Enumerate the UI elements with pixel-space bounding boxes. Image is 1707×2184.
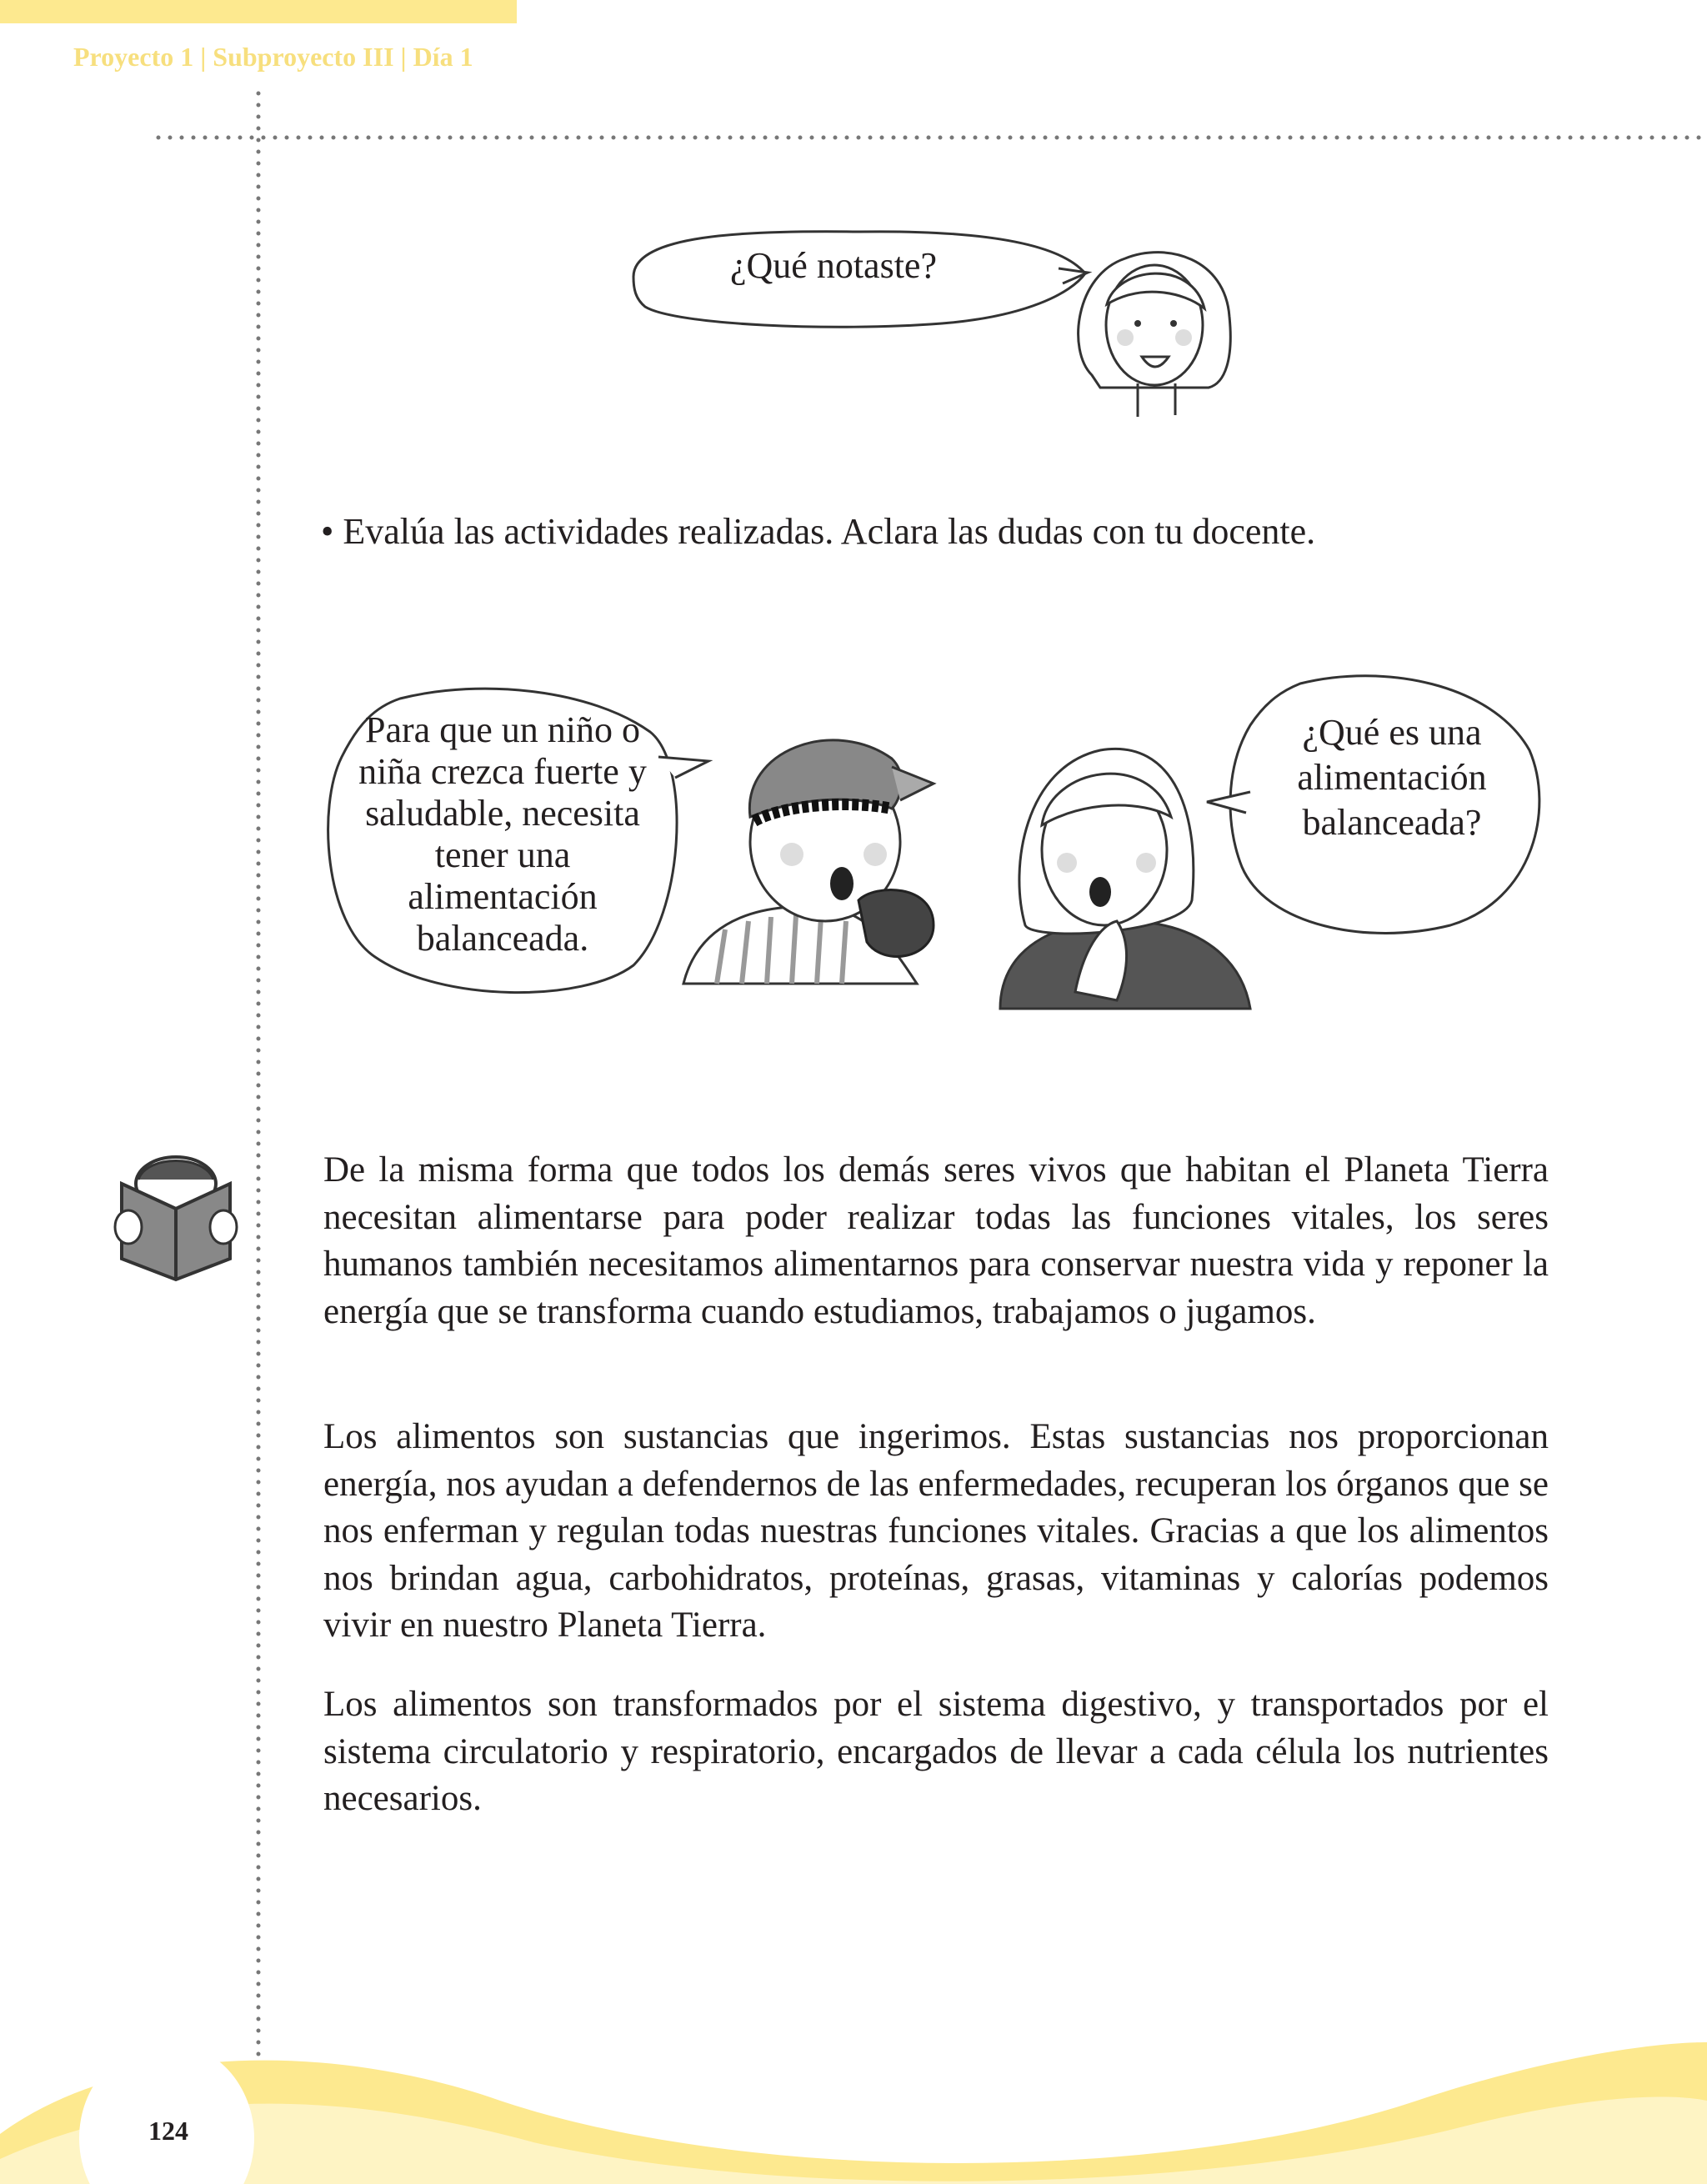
page-number: 124 <box>148 2116 188 2146</box>
dotted-rule-horizontal <box>158 133 1707 142</box>
bubble-text-top: ¿Qué notaste? <box>730 245 937 286</box>
paragraph-1: De la misma forma que todos los demás seres vivos que habitan el Planeta Tierra necesitan alimentarse para poder realizar todas las funciones vitales, los seres humanos también necesitamos alimentarnos para conservar nuestra vida y reponer la energía que se transforma cuando estudiamos, trabajamos o jugamos. <box>323 1150 1549 1331</box>
instruction-bullet: • Evalúa las actividades realizadas. Aclara las dudas con tu docente. <box>321 511 1316 552</box>
running-head: Proyecto 1 | Subproyecto III | Día 1 <box>73 42 473 72</box>
girl-illustration-icon <box>1067 225 1250 425</box>
header-bar <box>0 0 517 23</box>
bubble-text-girl: ¿Qué es una alimentación balanceada? <box>1297 712 1487 843</box>
children-eating-illustration-icon <box>683 717 1250 1017</box>
reading-child-icon <box>113 1150 238 1284</box>
paragraph-3: Los alimentos son transformados por el sistema digestivo, y transportados por el sistema circulatorio y respiratorio, encargados de llevar a cada célula los nutrientes necesarios. <box>323 1685 1549 1818</box>
paragraph-2: Los alimentos son sustancias que ingerimos. Estas sustancias nos proporcionan energía, nos ayudan a defendernos de las enfermedades, recuperan los órganos que se nos enferman y regulan todas nuestras funciones vitales. Gracias a que los alimentos nos brindan agua, carbohidratos, proteínas, grasas, vitaminas y calorías podemos vivir en nuestro Planeta Tierra. <box>323 1417 1549 1645</box>
dotted-rule-vertical <box>254 93 263 2061</box>
footer-wave <box>0 1992 1707 2184</box>
bubble-text-boy: Para que un niño o niña crezca fuerte y saludable, necesita tener una alimentación balanceada. <box>358 709 647 959</box>
